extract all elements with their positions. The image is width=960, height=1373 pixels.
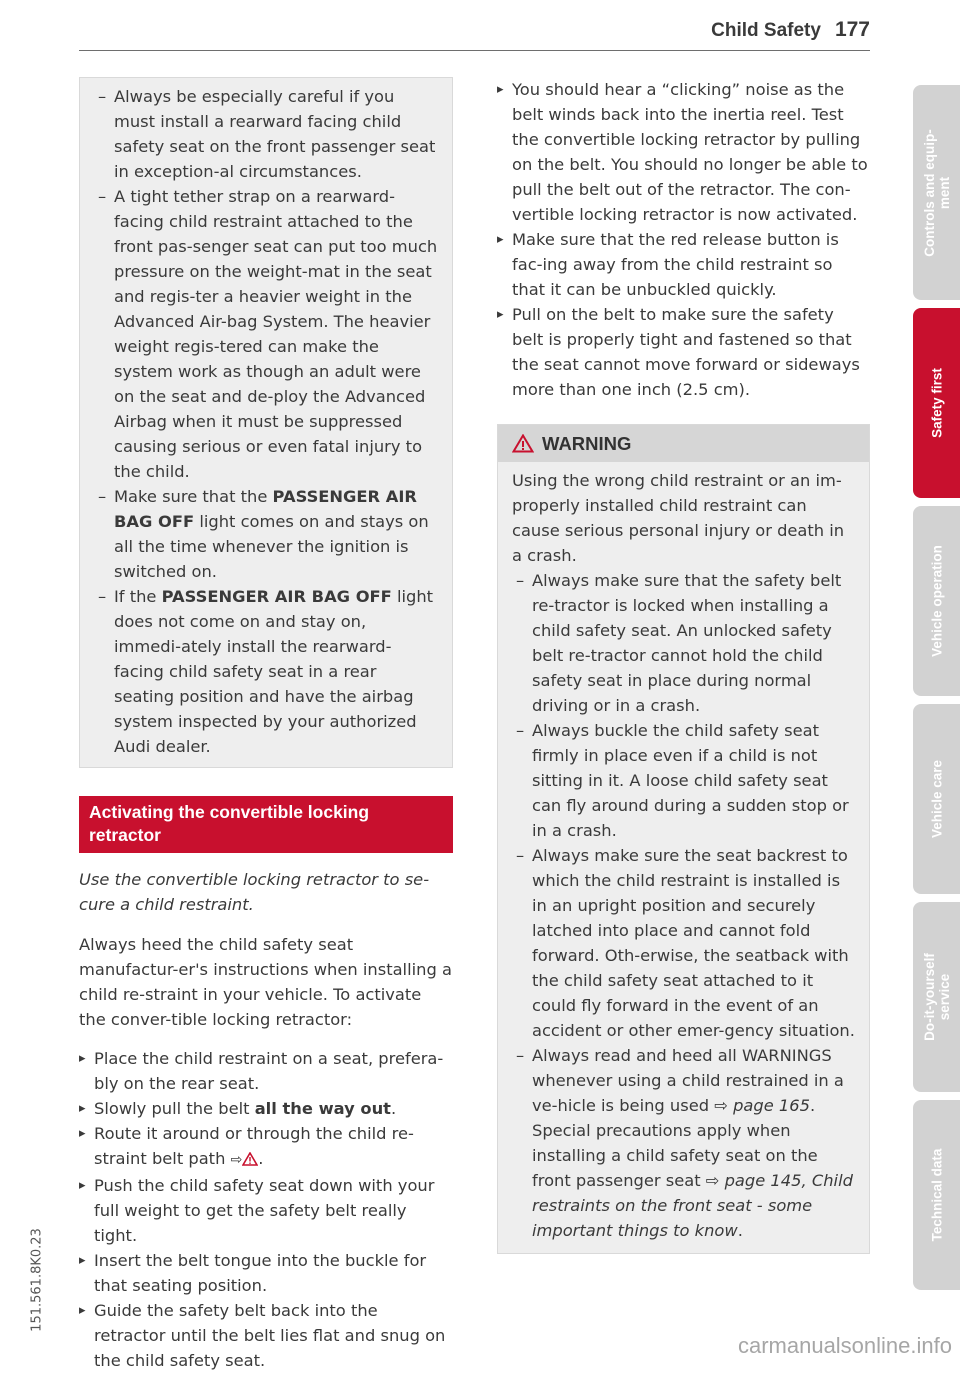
step-list — [79, 1046, 453, 1373]
intro-text: Use the convertible locking retractor to se-cure a child restraint. — [79, 870, 430, 914]
tab-vehicle-operation[interactable]: Vehicle operation — [913, 506, 960, 696]
watermark: carmanualsonline.info — [737, 1333, 952, 1358]
list-item: – Always buckle the child safety seat firmly in place even if a child is not sitting in it. A loose child safety seat can fly around during a sudden stop or in a crash. — [512, 718, 855, 843]
header-rule — [79, 50, 870, 51]
page-number: 177 — [834, 18, 870, 41]
page-link[interactable]: ⇨ page 165 — [714, 1096, 810, 1115]
warning-continued-box — [79, 77, 453, 768]
list-item: – A tight tether strap on a rearward-facing child restraint attached to the front pas-senger seat can put too much pressure on the weight-mat in the seat and regis-ter a heavier weight in the Advanced Air-bag System. The heavier weight regis-tered can make the system work as though an adult were on the seat and de-ploy the Advanced Airbag when it must be suppressed causing serious or even fatal injury to the child. — [94, 184, 438, 484]
list-item: – Always make sure that the safety belt re-tractor is locked when installing a child safety seat. An unlocked safety belt re-tractor cannot hold the child safety seat in place during normal driving or in a crash. — [512, 568, 855, 718]
step-item: ▸ You should hear a “clicking” noise as the belt winds back into the inertia reel. Test the convertible locking retractor by pulling on the belt. You should no longer be able to pull the belt out of the retractor. The con-vertible locking retractor is now activated. — [497, 77, 870, 227]
list-item: – If the PASSENGER AIR BAG OFF light does not come on and stay on, immedi-ately install the rearward-facing child safety seat in a rear seating position and have the airbag system inspected by your authorized Audi dealer. — [94, 584, 438, 759]
section-heading: Activating the convertible locking retractor — [79, 796, 453, 853]
list-item: – Make sure that the PASSENGER AIR BAG OFF light comes on and stays on all the time whenever the ignition is switched on. — [94, 484, 438, 584]
section-title: Child Safety — [711, 20, 821, 41]
step-item: ▸ Insert the belt tongue into the buckle for that seating position. — [79, 1248, 453, 1298]
right-column — [497, 77, 870, 1254]
chapter-tabs — [913, 85, 960, 1298]
warning-list — [512, 568, 855, 1243]
tab-safety-first[interactable]: Safety first — [913, 308, 960, 498]
list-item: – Always be especially careful if you must install a rearward facing child safety seat on the front passenger seat in exception-al circumstances. — [94, 84, 438, 184]
warning-list — [94, 84, 438, 759]
body-paragraph: Always heed the child safety seat manufactur-er's instructions when installing a child re-straint in your vehicle. To activate the conver-tible locking retractor: — [79, 935, 452, 1029]
tab-controls-and-equipment[interactable]: Controls and equip- ment — [913, 85, 960, 300]
warning-header — [498, 425, 869, 462]
warning-box — [497, 424, 870, 1254]
page-header — [711, 18, 870, 42]
left-column — [79, 77, 453, 1373]
warning-title: WARNING — [542, 433, 632, 454]
list-item: – Always read and heed all WARNINGS whenever using a child restrained in a ve-hicle is being used ⇨ page 165. Special precautions apply when installing a child safety seat on the front passenger seat ⇨ page 145, Child restraints on the front seat - some important things to know. — [512, 1043, 855, 1243]
step-item: ▸ Pull on the belt to make sure the safety belt is properly tight and fastened so that the seat cannot move forward or sideways more than one inch (2.5 cm). — [497, 302, 870, 402]
page-link[interactable]: ⇨ page 145, Child restraints on the front seat - some important things to know — [532, 1171, 853, 1240]
tab-technical-data[interactable]: Technical data — [913, 1100, 960, 1290]
warning-triangle-icon — [512, 434, 534, 453]
tab-do-it-yourself-service[interactable]: Do-it-yourself service — [913, 902, 960, 1092]
warning-intro: Using the wrong child restraint or an im-properly installed child restraint can cause serious personal injury or death in a crash. — [512, 471, 845, 565]
step-item: ▸ Guide the safety belt back into the retractor until the belt lies flat and snug on the child safety seat. — [79, 1298, 453, 1373]
step-item: ▸ Push the child safety seat down with your full weight to get the safety belt really tight. — [79, 1173, 453, 1248]
warning-triangle-icon — [242, 1152, 258, 1166]
step-item: ▸ Slowly pull the belt all the way out. — [79, 1096, 453, 1121]
step-item: ▸ Place the child restraint on a seat, prefera-bly on the rear seat. — [79, 1046, 453, 1096]
tab-vehicle-care[interactable]: Vehicle care — [913, 704, 960, 894]
step-item: ▸ Make sure that the red release button is fac-ing away from the child restraint so that it can be unbuckled quickly. — [497, 227, 870, 302]
list-item: – Always make sure the seat backrest to which the child restraint is installed is in an upright position and securely latched into place and cannot fold forward. Oth-erwise, the seatback with the child safety seat attached to it could fly forward in the event of an accident or other emer-gency situation. — [512, 843, 855, 1043]
document-code: 151.561.8K0.23 — [29, 1228, 45, 1332]
cross-ref-arrow-icon[interactable]: ⇨ — [230, 1152, 243, 1168]
warning-body — [498, 462, 869, 1253]
step-item: ▸ Route it around or through the child re-straint belt path ⇨ . — [79, 1121, 453, 1173]
step-list — [497, 77, 870, 402]
